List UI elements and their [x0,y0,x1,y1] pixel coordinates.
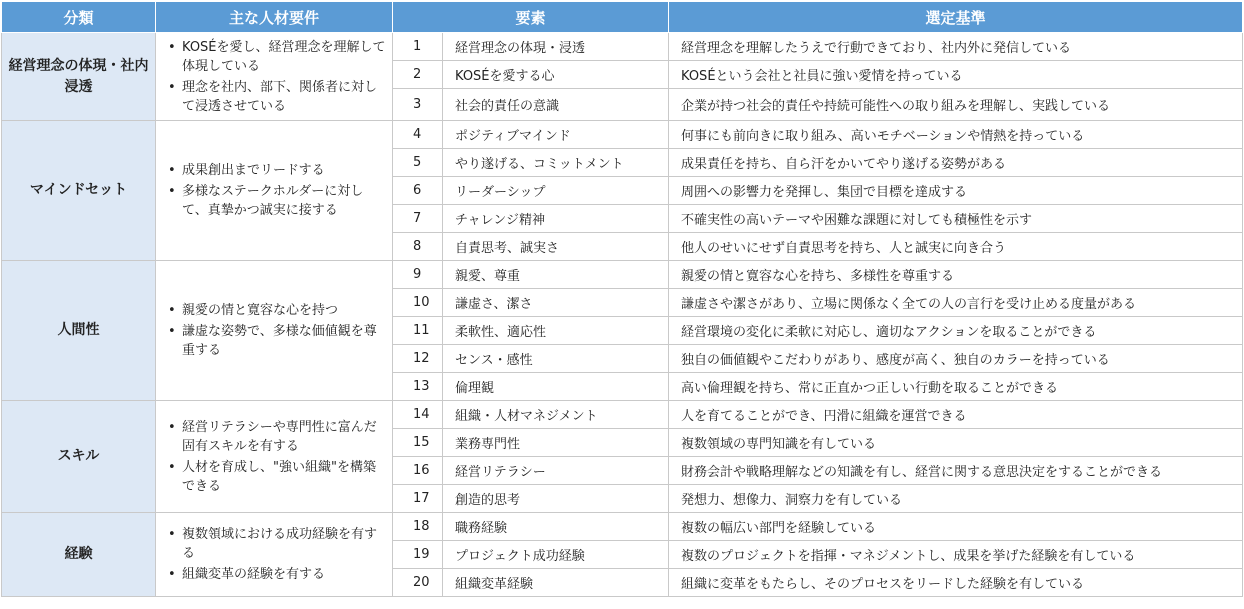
criteria-text: 成果責任を持ち、自ら汗をかいてやり遂げる姿勢がある [669,149,1243,177]
element-number: 12 [393,345,443,373]
element-name: やり遂げる、コミットメント [443,149,669,177]
requirements-cell [156,401,393,513]
element-number: 5 [393,149,443,177]
criteria-text: 財務会計や戦略理解などの知識を有し、経営に関する意思決定をすることができる [669,457,1243,485]
element-name: 親愛、尊重 [443,261,669,289]
category-cell: 経験 [2,513,156,597]
header-elements: 要素 [393,2,669,33]
element-number: 2 [393,61,443,89]
element-name: 組織・人材マネジメント [443,401,669,429]
table-row [2,121,1243,149]
element-name: 柔軟性、適応性 [443,317,669,345]
category-cell: 人間性 [2,261,156,401]
criteria-text: 組織に変革をもたらし、そのプロセスをリードした経験を有している [669,569,1243,597]
element-number: 17 [393,485,443,513]
requirement-item: • 人材を育成し、"強い組織"を構築できる [166,458,388,496]
requirement-item: • 謙虚な姿勢で、多様な価値観を尊重する [166,322,388,360]
criteria-text: 何事にも前向きに取り組み、高いモチベーションや情熱を持っている [669,121,1243,149]
criteria-text: 複数領域の専門知識を有している [669,429,1243,457]
element-name: 謙虚さ、潔さ [443,289,669,317]
criteria-text: 経営環境の変化に柔軟に対応し、適切なアクションを取ることができる [669,317,1243,345]
category-cell: マインドセット [2,121,156,261]
element-name: チャレンジ精神 [443,205,669,233]
criteria-text: KOSÉという会社と社員に強い愛情を持っている [669,61,1243,89]
element-number: 9 [393,261,443,289]
requirement-item: • 理念を社内、部下、関係者に対して浸透させている [166,78,388,116]
header-row [2,2,1243,33]
element-name: ポジティブマインド [443,121,669,149]
element-name: 社会的責任の意識 [443,89,669,121]
element-number: 15 [393,429,443,457]
header-criteria: 選定基準 [669,2,1243,33]
element-number: 13 [393,373,443,401]
table-row [2,261,1243,289]
criteria-text: 謙虚さや潔さがあり、立場に関係なく全ての人の言行を受け止める度量がある [669,289,1243,317]
element-name: KOSÉを愛する心 [443,61,669,89]
element-number: 19 [393,541,443,569]
criteria-text: 人を育てることができ、円滑に組織を運営できる [669,401,1243,429]
criteria-text: 不確実性の高いテーマや困難な課題に対しても積極性を示す [669,205,1243,233]
requirement-item: • 複数領域における成功経験を有する [166,525,388,563]
requirements-cell [156,261,393,401]
requirement-item: • 組織変革の経験を有する [166,565,388,584]
table-row [2,513,1243,541]
header-requirements: 主な人材要件 [156,2,393,33]
criteria-text: 周囲への影響力を発揮し、集団で目標を達成する [669,177,1243,205]
requirement-item: • KOSÉを愛し、経営理念を理解して体現している [166,38,388,76]
criteria-text: 親愛の情と寛容な心を持ち、多様性を尊重する [669,261,1243,289]
element-number: 10 [393,289,443,317]
element-number: 4 [393,121,443,149]
requirements-cell [156,33,393,121]
criteria-text: 企業が持つ社会的責任や持続可能性への取り組みを理解し、実践している [669,89,1243,121]
element-number: 14 [393,401,443,429]
element-number: 16 [393,457,443,485]
element-name: センス・感性 [443,345,669,373]
element-name: プロジェクト成功経験 [443,541,669,569]
element-name: 自責思考、誠実さ [443,233,669,261]
element-name: 経営リテラシー [443,457,669,485]
criteria-text: 発想力、想像力、洞察力を有している [669,485,1243,513]
category-cell: 経営理念の体現・社内浸透 [2,33,156,121]
element-number: 20 [393,569,443,597]
criteria-text: 経営理念を理解したうえで行動できており、社内外に発信している [669,33,1243,61]
header-category: 分類 [2,2,156,33]
element-name: 組織変革経験 [443,569,669,597]
criteria-text: 複数のプロジェクトを指揮・マネジメントし、成果を挙げた経験を有している [669,541,1243,569]
element-number: 8 [393,233,443,261]
table-row [2,401,1243,429]
element-name: 職務経験 [443,513,669,541]
element-number: 6 [393,177,443,205]
category-cell: スキル [2,401,156,513]
requirement-item: • 多様なステークホルダーに対して、真摯かつ誠実に接する [166,182,388,220]
element-name: 業務専門性 [443,429,669,457]
criteria-text: 複数の幅広い部門を経験している [669,513,1243,541]
requirement-item: • 親愛の情と寛容な心を持つ [166,301,388,320]
element-number: 11 [393,317,443,345]
element-number: 7 [393,205,443,233]
element-name: 創造的思考 [443,485,669,513]
criteria-text: 独自の価値観やこだわりがあり、感度が高く、独自のカラーを持っている [669,345,1243,373]
requirement-item: • 成果創出までリードする [166,161,388,180]
criteria-text: 高い倫理観を持ち、常に正直かつ正しい行動を取ることができる [669,373,1243,401]
requirement-item: • 経営リテラシーや専門性に富んだ固有スキルを有する [166,418,388,456]
element-name: 経営理念の体現・浸透 [443,33,669,61]
element-number: 18 [393,513,443,541]
requirements-cell [156,513,393,597]
requirements-cell [156,121,393,261]
element-number: 3 [393,89,443,121]
element-name: 倫理観 [443,373,669,401]
table-row [2,33,1243,61]
talent-requirements-table [1,1,1243,597]
criteria-text: 他人のせいにせず自責思考を持ち、人と誠実に向き合う [669,233,1243,261]
element-number: 1 [393,33,443,61]
element-name: リーダーシップ [443,177,669,205]
